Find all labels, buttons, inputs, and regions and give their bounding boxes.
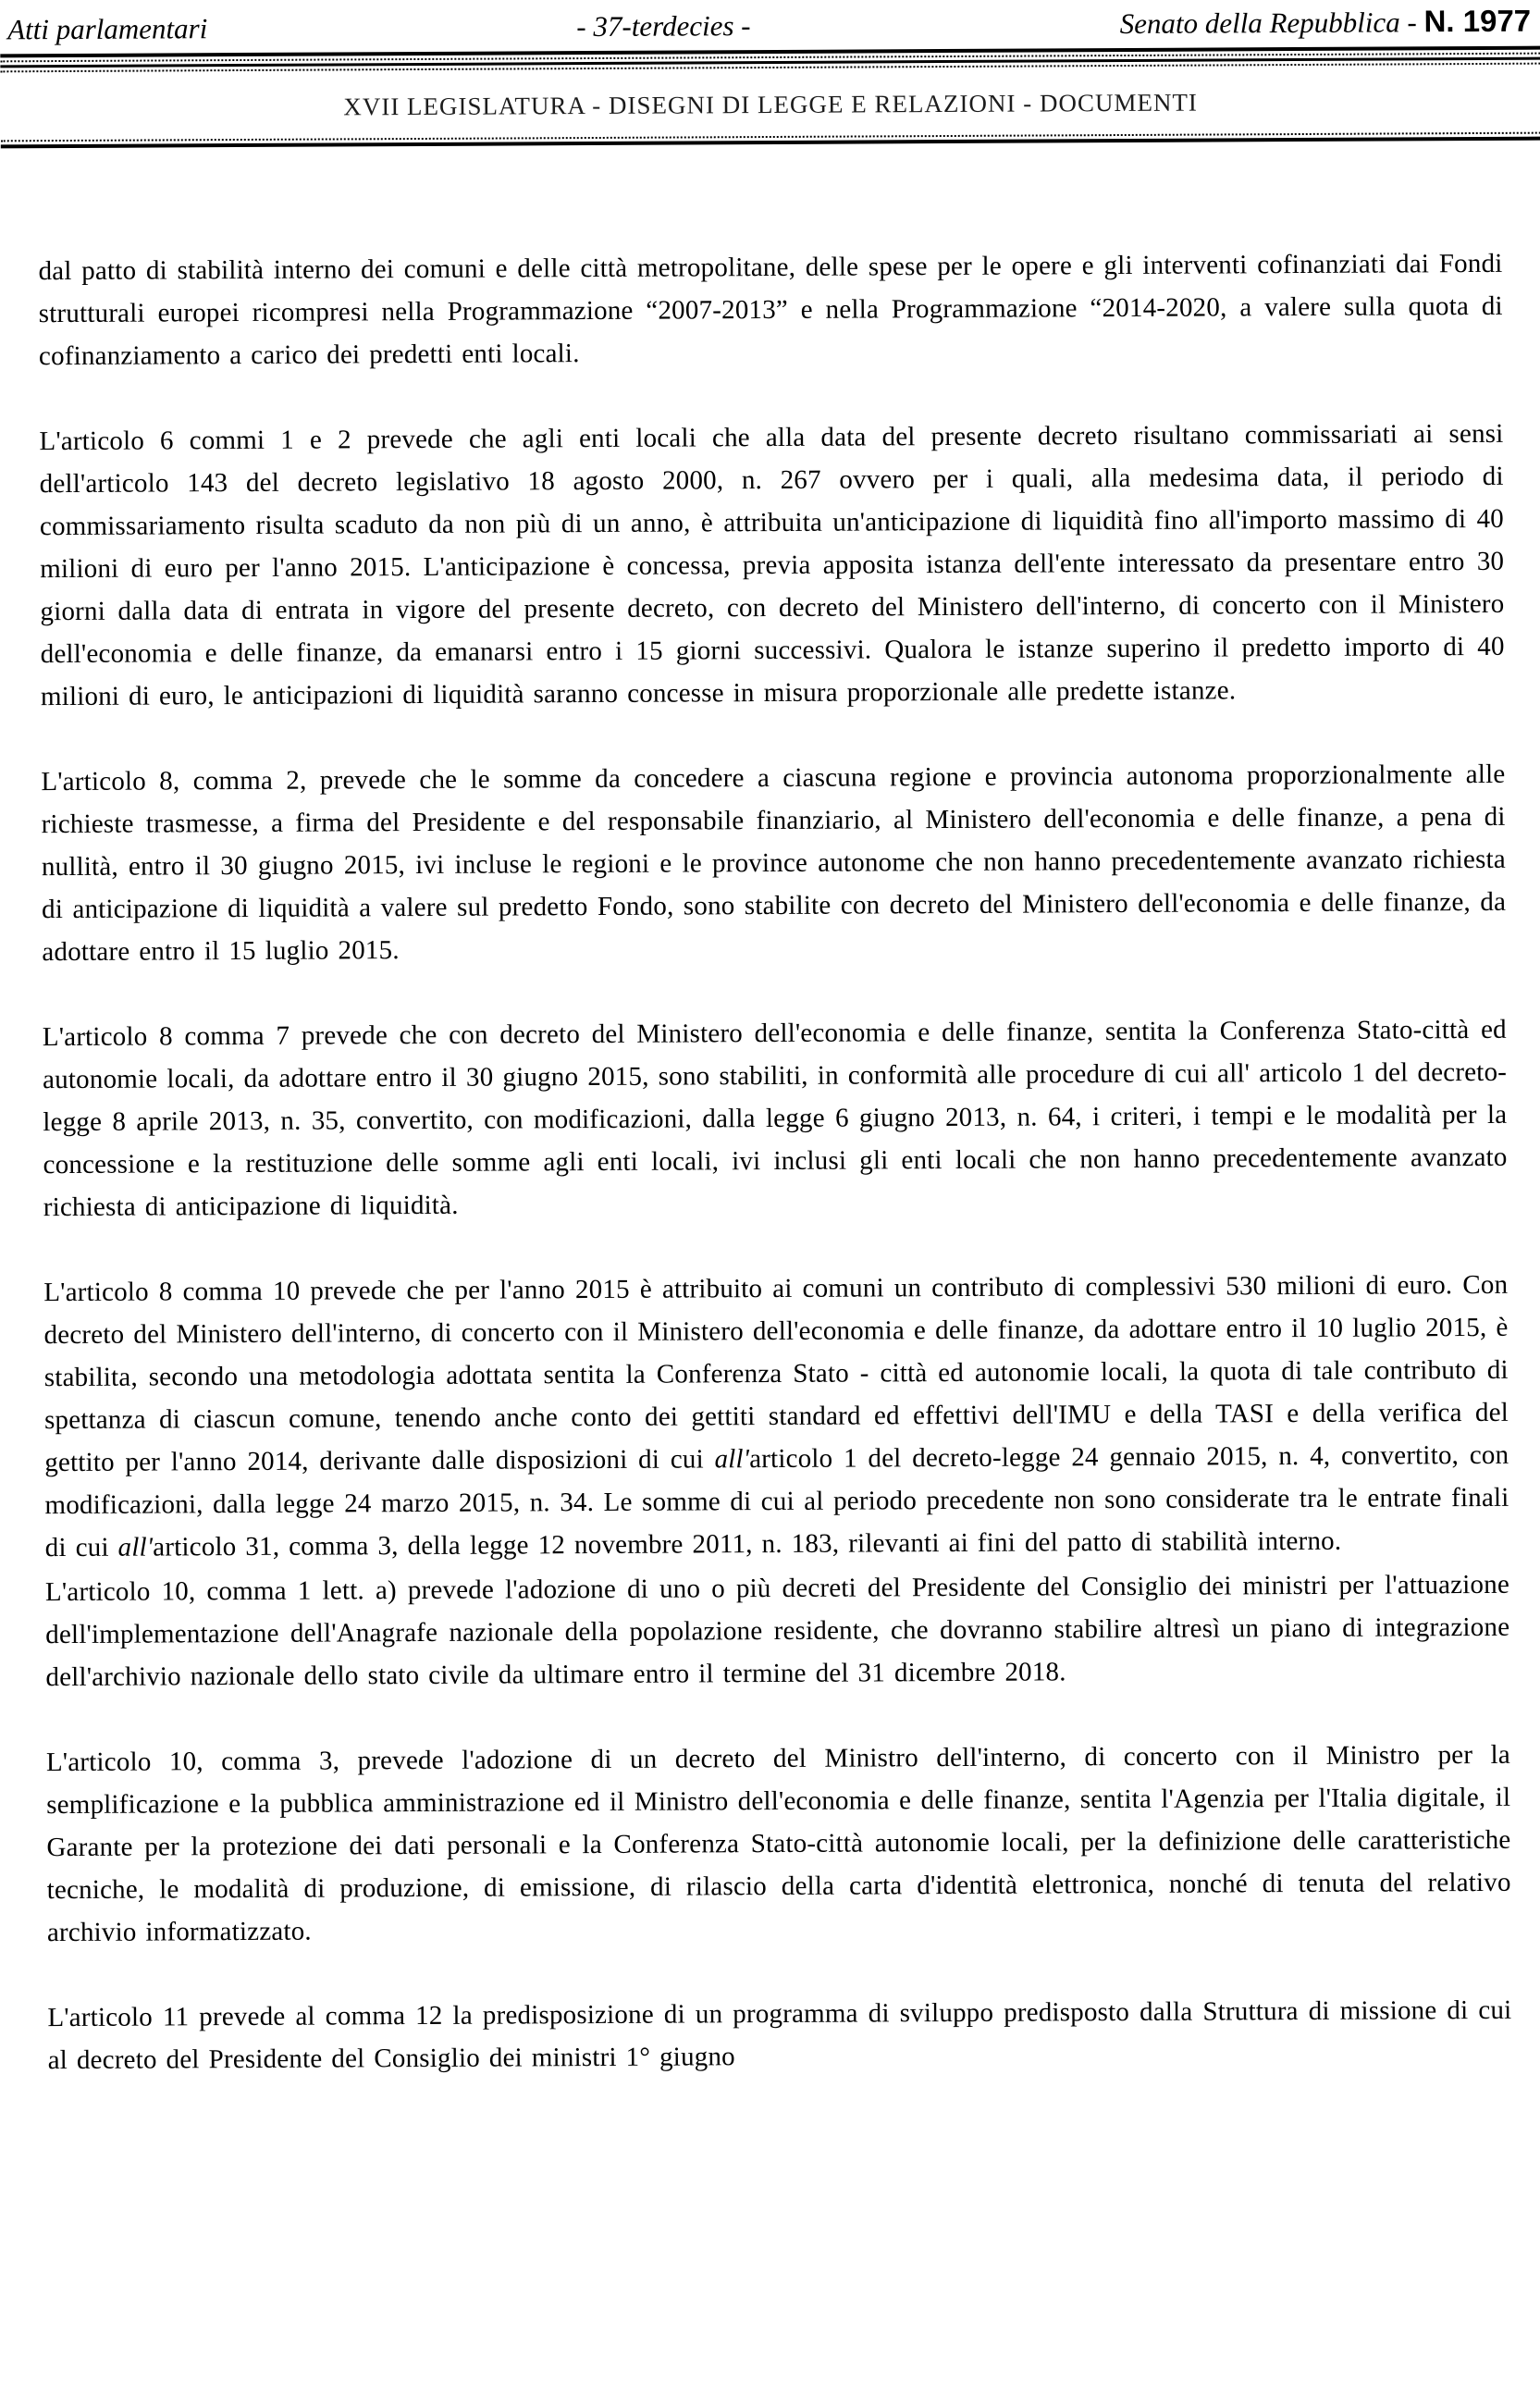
paragraph-articolo-8-comma-10: L'articolo 8 comma 10 prevede che per l'anno 2015 è attribuito ai comuni un contributo di complessivi 530 milioni di euro. Con decreto del Ministero dell'interno, di concerto con il Ministero dell'economia e delle finanze, da adottare entro il 10 luglio 2015, è stabilita, secondo una metodologia adottata sentita la Conferenza Stato - città ed autonomie locali, la quota di tale contributo di spettanza di ciascun comune, tenendo anche conto dei gettiti standard ed effettivi dell'IMU e della TASI e della verifica del gettito per l'anno 2014, derivante dalle disposizioni di cui all'articolo 1 del decreto-legge 24 gennaio 2015, n. 4, convertito, con modificazioni, dalla legge 24 marzo 2015, n. 34. Le somme di cui al periodo precedente non sono considerate tra le entrate finali di cui all'articolo 31, comma 3, della legge 12 novembre 2011, n. 183, rilevanti ai fini del patto di stabilità interno.: [43, 1269, 1509, 1563]
legislature-line: XVII LEGISLATURA - DISEGNI DI LEGGE E RELAZIONI - DOCUMENTI: [343, 88, 1198, 121]
paragraph-articolo-6: L'articolo 6 commi 1 e 2 prevede che agli enti locali che alla data del presente decreto risultano commissariati ai sensi dell'articolo 143 del decreto legislativo 18 agosto 2000, n. 267 ovvero per i quali, alla medesima data, il periodo di commissariamento risulta scaduto da non più di un anno, è attribuita un'anticipazione di liquidità fino all'importo massimo di 40 milioni di euro per l'anno 2015. L'anticipazione è concessa, previa apposita istanza dell'ente interessato da presentare entro 30 giorni dalla data di entrata in vigore del presente decreto, con decreto del Ministero dell'interno, di concerto con il Ministero dell'economia e delle finanze, da emanarsi entro i 15 giorni successivi. Qualora le istanze superino il predetto importo di 40 milioni di euro, le anticipazioni di liquidità saranno concesse in misura proporzionale alle predette istanze.: [39, 418, 1505, 712]
masthead: [0, 0, 1540, 46]
paragraph-articolo-8-comma-7: L'articolo 8 comma 7 prevede che con decreto del Ministero dell'economia e delle finanze, sentita la Conferenza Stato-città ed autonomie locali, da adottare entro il 30 giugno 2015, sono stabiliti, in conformità alle procedure di cui all' articolo 1 del decreto-legge 8 aprile 2013, n. 35, convertito, con modificazioni, dalla legge 6 giugno 2013, n. 64, i criteri, i tempi e le modalità per la concessione e la restituzione delle somme agli enti locali, ivi inclusi gli enti locali che non hanno precedentemente avanzato richiesta di anticipazione di liquidità.: [42, 1014, 1508, 1223]
paragraph-articolo-10-comma-3: L'articolo 10, comma 3, prevede l'adozione di un decreto del Ministro dell'interno, di concerto con il Ministro per la semplificazione e la pubblica amministrazione ed il Ministro dell'economia e delle finanze, sentita l'Agenzia per l'Italia digitale, il Garante per la protezione dei dati personali e la Conferenza Stato-città autonomie locali, per la definizione delle caratteristiche tecniche, le modalità di produzione, di emissione, di rilascio della carta d'identità elettronica, nonché di tenuta del relativo archivio informatizzato.: [45, 1739, 1511, 1948]
document-body: [1, 242, 1540, 2082]
chamber-reference: [1120, 4, 1532, 41]
page-header: [0, 0, 1540, 148]
subtitle-rule: [1, 132, 1540, 149]
chamber-name: Senato della Repubblica -: [1119, 6, 1417, 41]
paragraph-intro-continuation: dal patto di stabilità interno dei comuni e delle città metropolitane, delle spese per le opere e gli interventi cofinanziati dai Fondi strutturali europei ricompresi nella Programmazione “2007-2013” e nella Programmazione “2014-2020, a valere sulla quota di cofinanziamento a carico dei predetti enti locali.: [38, 248, 1503, 372]
header-double-rule: [0, 46, 1540, 73]
paragraph-articolo-11: L'articolo 11 prevede al comma 12 la predisposizione di un programma di sviluppo predisposto dalla Struttura di missione di cui al decreto del Presidente del Consiglio dei ministri 1° giugno: [47, 1994, 1512, 2076]
document-number: N. 1977: [1423, 3, 1532, 39]
journal-title: Atti parlamentari: [7, 12, 208, 46]
page-number: - 37-terdecies -: [576, 9, 751, 43]
paragraph-articolo-10-comma-1: L'articolo 10, comma 1 lett. a) prevede l'adozione di uno o più decreti del Presidente del Consiglio dei ministri per l'attuazione dell'implementazione dell'Anagrafe nazionale della popolazione residente, che dovranno stabilire altresì un piano di integrazione dell'archivio nazionale dello stato civile da ultimare entro il termine del 31 dicembre 2018.: [44, 1569, 1510, 1693]
paragraph-articolo-8-comma-2: L'articolo 8, comma 2, prevede che le somme da concedere a ciascuna regione e provincia autonoma proporzionalmente alle richieste trasmesse, a firma del Presidente e del responsabile finanziario, al Ministero dell'economia e delle finanze, a pena di nullità, entro il 30 giugno 2015, ivi incluse le regioni e le province autonome che non hanno precedentemente avanzato richiesta di anticipazione di liquidità a valere sul predetto Fondo, sono stabilite con decreto del Ministero dell'economia e delle finanze, da adottare entro il 15 luglio 2015.: [41, 759, 1507, 968]
